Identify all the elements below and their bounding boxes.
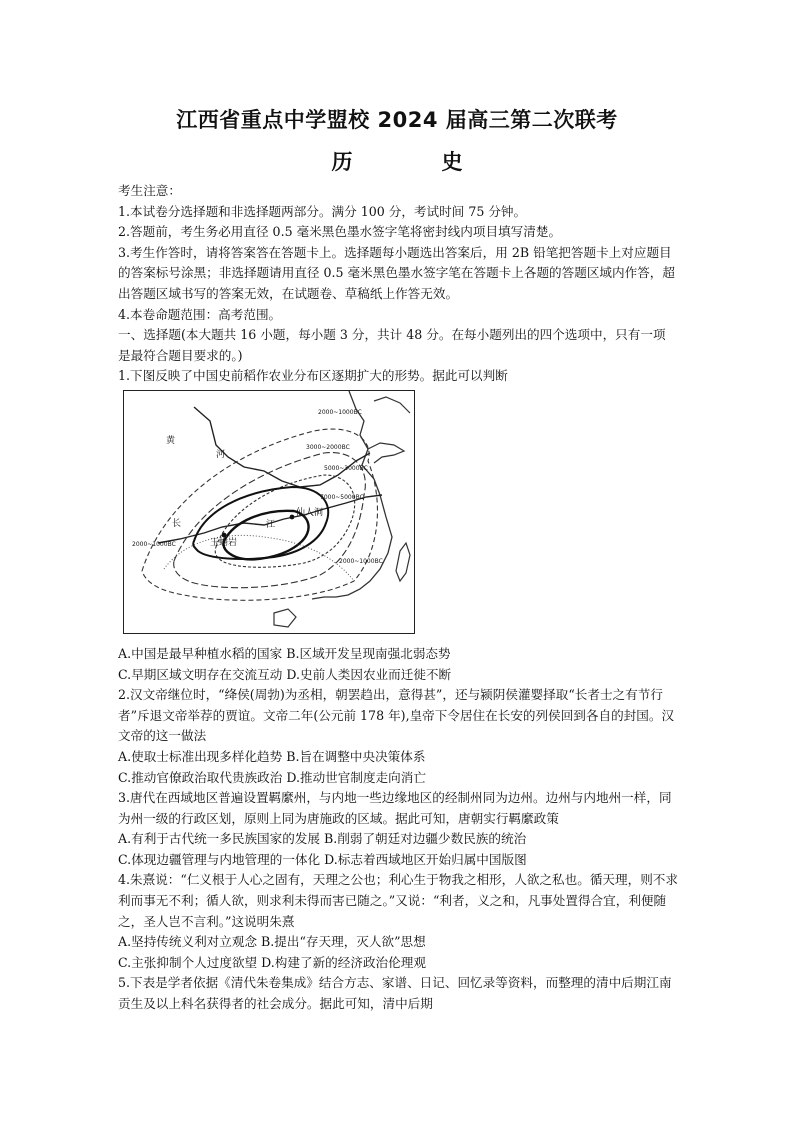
question-4-stem: 4.朱熹说：“仁义根于人心之固有，天理之公也；利心生于物我之相形，人欲之私也。循天理，则不求利而事无不利；循人欲，则求利未得而害已随之。”又说：“利者，义之和，凡事处置得合宜，利便随之，圣人岂不言利。”这说明朱熹 (118, 872, 678, 929)
shandong-coast (368, 443, 404, 463)
notice-item-3: 3.考生作答时，请将答案答在答题卡上。选择题每小题选出答案后，用 2B 铅笔把答题卡上对应题目的答案标号涂黑；非选择题请用直径 0.5 毫米黑色墨水签字笔在答题卡上各题的答题区域内作答，超出答题区域书写的答案无效，在试题卷、草稿纸上作答无效。 (118, 244, 675, 301)
site-dot-yuchanyan (222, 533, 227, 538)
subject-title: 历 史 (331, 150, 497, 174)
question-4-options-cd: C.主张抑制个人过度欲望 D.构建了新的经济政治伦理观 (118, 954, 426, 970)
label-period-6: 2000~1000BC (339, 557, 383, 565)
label-period-1: 2000~1000BC (318, 408, 362, 416)
map-figure (124, 391, 414, 633)
question-2-options-ab: A.使取士标准出现多样化趋势 B.旨在调整中央决策体系 (118, 748, 426, 764)
label-period-4: 7000~5000BC (320, 493, 364, 501)
site-dot-xianrendong (290, 515, 295, 520)
label-period-5: 2000~1000BC (132, 540, 176, 548)
liaodong-coast (374, 397, 410, 413)
label-he: 河 (216, 449, 226, 460)
label-period-2: 3000~2000BC (306, 443, 350, 451)
question-2-options-cd: C.推动官僚政治取代贵族政治 D.推动世官制度走向消亡 (118, 769, 426, 785)
rice-farming-map (123, 390, 415, 634)
question-3-stem: 3.唐代在西域地区普遍设置羁縻州，与内地一些边缘地区的经制州同为边州。边州与内地州一样，同为州一级的行政区划，原则上同为唐施政的区域。据此可知，唐朝实行羁縻政策 (118, 790, 672, 826)
label-jiang: 江 (266, 519, 276, 530)
question-2-stem: 2.汉文帝继位时，“绛侯(周勃)为丞相，朝罢趋出，意得甚”，还与颍阴侯灌婴择取“长者士之有节行者”斥退文帝举荐的贾谊。文帝二年(公元前 178 年),皇帝下令居住在长安的列侯回到各自的封国。汉文帝的这一做法 (118, 687, 675, 744)
exam-title: 江西省重点中学盟校 2024 届高三第二次联考 (176, 108, 618, 132)
label-yuchanyan: 玉蟾岩 (210, 537, 238, 548)
question-1-options-ab: A.中国是最早种植水稻的国家 B.区域开发呈现南强北弱态势 (118, 645, 451, 661)
taiwan-island (396, 543, 410, 581)
notice-item-1: 1.本试卷分选择题和非选择题两部分。满分 100 分，考试时间 75 分钟。 (118, 203, 527, 219)
yangtze-river (158, 495, 382, 543)
question-3-options-ab: A.有利于古代统一多民族国家的发展 B.削弱了朝廷对边疆少数民族的统治 (118, 831, 527, 847)
label-xianrendong: 仙人洞 (296, 507, 324, 518)
label-chang: 长 (172, 518, 182, 529)
label-period-3: 5000~3000BC (324, 464, 368, 472)
hainan-island (274, 609, 296, 627)
question-4-options-ab: A.坚持传统义利对立观念 B.提出“存天理，灭人欲”思想 (118, 934, 426, 950)
notice-heading: 考生注意： (118, 183, 181, 198)
exam-content (118, 181, 678, 1015)
question-1-options-cd: C.早期区域文明存在交流互动 D.史前人类因农业而迁徙不断 (118, 666, 452, 682)
section-intro: 一、选择题(本大题共 16 小题，每小题 3 分，共计 48 分。在每小题列出的四个选项中，只有一项是最符合题目要求的。) (118, 327, 666, 363)
label-huang: 黄 (166, 435, 176, 446)
question-3-options-cd: C.体现边疆管理与内地管理的一体化 D.标志着西域地区开始归属中国版图 (118, 851, 527, 867)
question-5-stem: 5.下表是学者依据《清代朱卷集成》结合方志、家谱、日记、回忆录等资料，而整理的清中后期江南贡生及以上科名获得者的社会成分。据此可知，清中后期 (118, 975, 672, 1012)
notice-item-4: 4.本卷命题范围：高考范围。 (118, 306, 282, 322)
question-1-stem: 1.下图反映了中国史前稻作农业分布区逐期扩大的形势。据此可以判断 (118, 368, 508, 384)
notice-item-2: 2.答题前，考生务必用直径 0.5 毫米黑色墨水签字笔将密封线内项目填写清楚。 (118, 224, 562, 240)
